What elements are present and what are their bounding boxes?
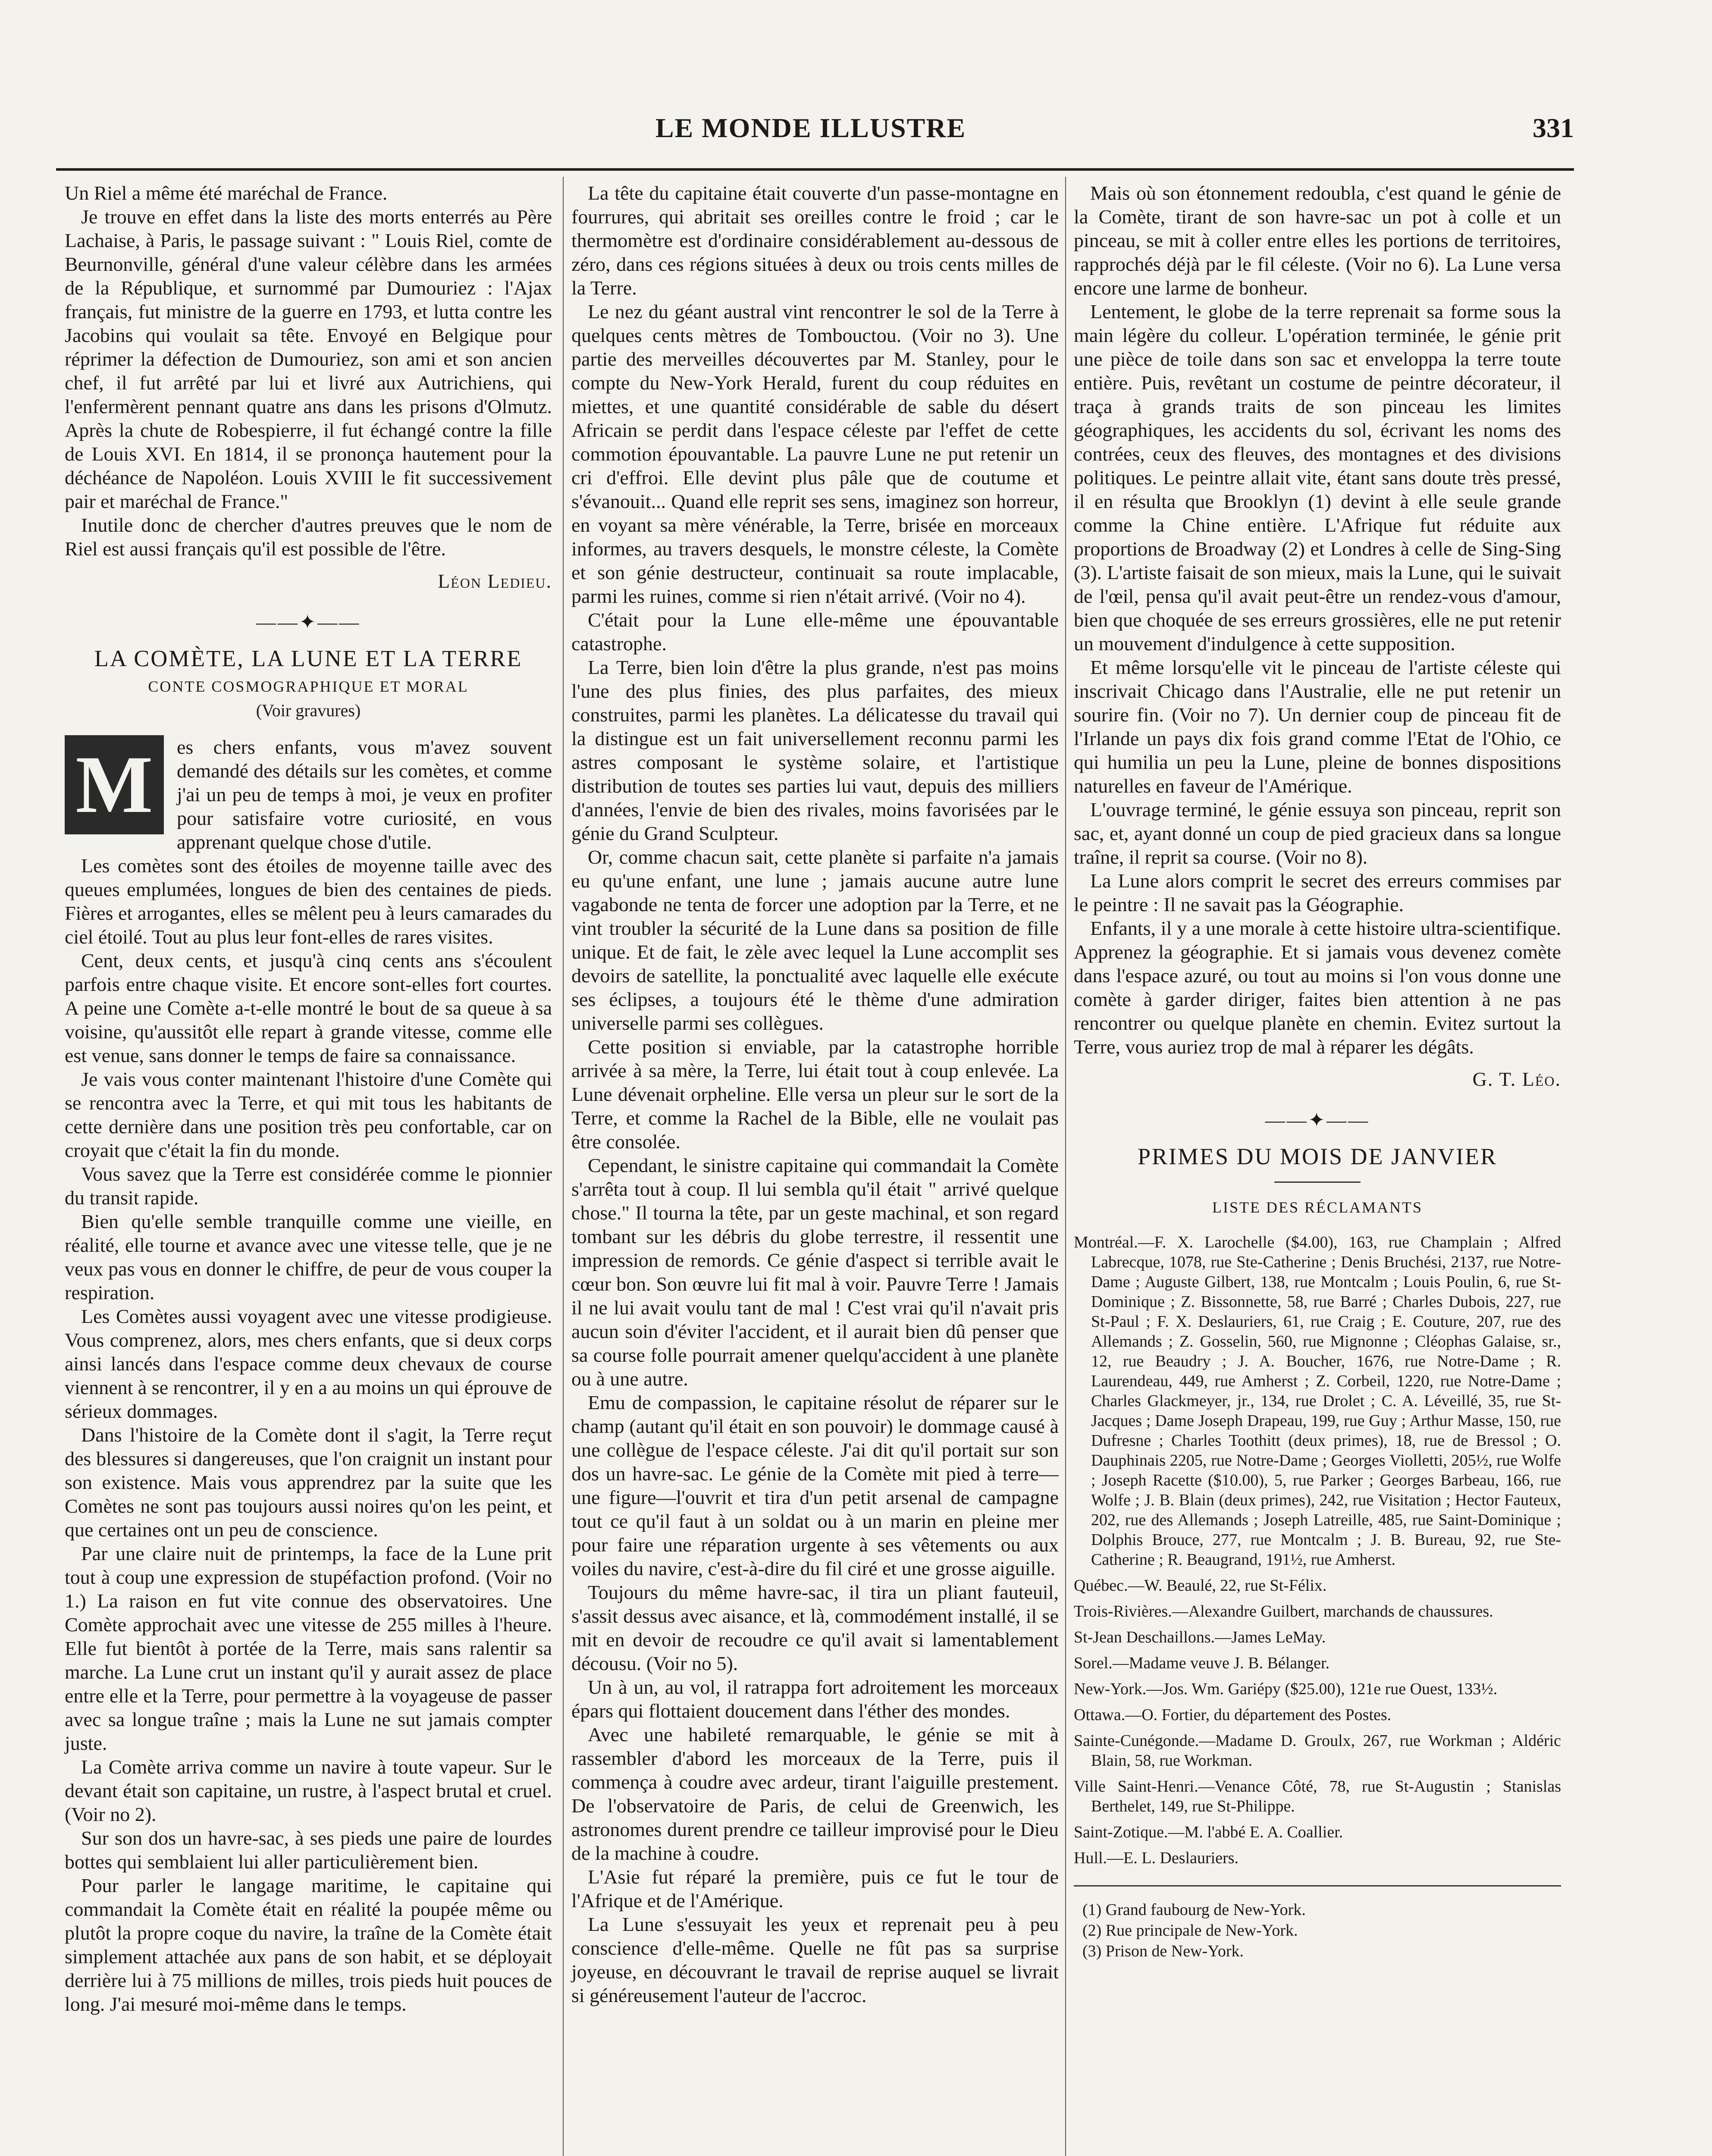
list-item: Sorel.—Madame veuve J. B. Bélanger.	[1074, 1654, 1330, 1672]
story-subtitle: CONTE COSMOGRAPHIQUE ET MORAL	[148, 678, 469, 695]
signature: Léon Ledieu.	[438, 570, 552, 592]
list-item: Ottawa.—O. Fortier, du département des Postes.	[1074, 1706, 1392, 1724]
paragraph: La Comète arriva comme un navire à toute vapeur. Sur le devant était son capitaine, un rustre, à l'aspect brutal et cruel. (Voir no 2).	[65, 1756, 552, 1825]
paragraph: Sur son dos un havre-sac, à ses pieds une paire de lourdes bottes qui semblaient lui aller particulièrement bien.	[65, 1827, 552, 1873]
list-item: St-Jean Deschaillons.—James LeMay.	[1074, 1628, 1326, 1646]
paragraph: La Lune s'essuyait les yeux et reprenait peu à peu conscience d'elle-même. Quelle ne fût pas sa surprise joyeuse, en découvrant le travail de reprise auquel se livrait si généreusement l'auteur de l'accroc.	[571, 1913, 1059, 2006]
paragraph: Toujours du même havre-sac, il tira un pliant fauteuil, s'assit dessus avec aisance, et là, commodément installé, il se mit en devoir de recoudre ce qu'il avait si lamentablement décousu. (Voir no 5).	[571, 1581, 1059, 1674]
list-item: Ville Saint-Henri.—Venance Côté, 78, rue St-Augustin ; Stanislas Berthelet, 149, rue St-Philippe.	[1074, 1777, 1561, 1815]
list-title: LISTE DES RÉCLAMANTS	[1212, 1199, 1423, 1216]
paragraph: Bien qu'elle semble tranquille comme une vieille, en réalité, elle tourne et avance avec une vitesse telle, que je ne veux pas vous en donner le chiffre, de peur de vous couper la respiration.	[65, 1210, 552, 1304]
paragraph: Le nez du géant austral vint rencontrer le sol de la Terre à quelques cents mètres de Tombouctou. (Voir no 3). Une partie des merveilles découvertes par M. Stanley, pour le compte du New-York Herald, furent du coup réduites en miettes, et une quantité considérable de sable du désert Africain se perdit dans l'espace céleste par l'effet de cette commotion épouvantable. La pauvre Lune ne put retenir un cri d'effroi. Elle devint plus pâle que de coutume et s'évanouit... Quand elle reprit ses sens, imaginez son horreur, en voyant sa mère vénérable, la Terre, brisée en morceaux informes, au travers desquels, le monstre céleste, la Comète et son génie destructeur, continuait sa route implacable, parmi les ruines, comme si rien n'était arrivé. (Voir no 4).	[571, 301, 1059, 607]
paragraph: Je vais vous conter maintenant l'histoire d'une Comète qui se rencontra avec la Terre, et qui mit tous les habitants de cette dernière dans une position très peu confortable, car on croyait que c'était la fin du monde.	[65, 1068, 552, 1161]
paragraph: L'Asie fut réparé la première, puis ce fut le tour de l'Afrique et de l'Amérique.	[571, 1866, 1059, 1912]
newspaper-title: LE MONDE ILLUSTRE	[655, 113, 966, 143]
footnote: (1) Grand faubourg de New-York.	[1082, 1901, 1306, 1919]
list-item: Trois-Rivières.—Alexandre Guilbert, marchands de chaussures.	[1074, 1602, 1493, 1620]
title-rule	[1274, 1181, 1361, 1183]
column-2	[571, 181, 1059, 2007]
column-1	[65, 181, 552, 2016]
list-item: Saint-Zotique.—M. l'abbé E. A. Coallier.	[1074, 1823, 1343, 1841]
paragraph: Cependant, le sinistre capitaine qui commandait la Comète s'arrêta tout à coup. Il lui sembla qu'il était " arrivé quelque chose." Il tourna la tête, par un geste machinal, et son regard tombant sur les débris du globe terrestre, il ressentit une impression de remords. Ce génie d'aspect si terrible avait le cœur bon. Son œuvre lui fit mal à voir. Pauvre Terre ! Jamais il ne lui avait voulu tant de mal ! C'est vrai qu'il n'avait pris aucun soin d'éviter l'accident, et il aurait bien dû penser que sa course folle pourrait amener quelqu'accident à une planète ou à une autre.	[571, 1154, 1059, 1390]
footnotes	[1074, 1885, 1561, 1962]
list-item: Québec.—W. Beaulé, 22, rue St-Félix.	[1074, 1576, 1327, 1595]
claimants-list	[1074, 1232, 1561, 1868]
list-item: Sainte-Cunégonde.—Madame D. Groulx, 267, rue Workman ; Aldéric Blain, 58, rue Workman.	[1074, 1732, 1561, 1770]
ornament-divider: ——✦——	[256, 611, 361, 633]
primes-title: PRIMES DU MOIS DE JANVIER	[1137, 1144, 1498, 1169]
list-item: New-York.—Jos. Wm. Gariépy ($25.00), 121e rue Ouest, 133½.	[1074, 1680, 1498, 1698]
paragraph: L'ouvrage terminé, le génie essuya son pinceau, reprit son sac, et, ayant donné un coup de pied gracieux dans sa longue traîne, il reprit sa course. (Voir no 8).	[1074, 799, 1561, 868]
story-title: LA COMÈTE, LA LUNE ET LA TERRE	[94, 646, 523, 671]
paragraph: La tête du capitaine était couverte d'un passe-montagne en fourrures, qui abritait ses oreilles contre le froid ; car le thermomètre est d'ordinaire considérablement au-dessous de zéro, dans ces régions situées à deux ou trois cents milles de la Terre.	[571, 182, 1059, 299]
header-rule	[56, 168, 1574, 171]
paragraph: La Terre, bien loin d'être la plus grande, n'est pas moins l'une des plus finies, des plus parfaites, des mieux construites, parmi les planètes. La délicatesse du travail qui la distingue est un fait universellement reconnu parmi les astres composant le système solaire, et l'artistique distribution de toutes ses parties lui vaut, depuis des milliers d'années, l'envie de bien des rivales, moins favorisées par le génie du Grand Sculpteur.	[571, 656, 1059, 844]
paragraph: Avec une habileté remarquable, le génie se mit à rassembler d'abord les morceaux de la Terre, puis il commença à coudre avec ardeur, tirant l'aiguille prestement. De l'observatoire de Paris, de celui de Greenwich, les astronomes durent prendre ce tailleur improvisé pour le Dieu de la machine à coudre.	[571, 1724, 1059, 1864]
footnote: (2) Rue principale de New-York.	[1082, 1921, 1298, 1940]
paragraph: Un Riel a même été maréchal de France.	[65, 182, 388, 204]
paragraph: Emu de compassion, le capitaine résolut de réparer sur le champ (autant qu'il était en son pouvoir) le dommage causé à une collègue de l'espace céleste. J'ai dit qu'il portait sur son dos un havre-sac. Le génie de la Comète mit pied à terre—une figure—l'ouvrit et tira d'un petit arsenal de campagne tout ce qu'il faut à un soldat ou à un marin en pleine mer pour faire une réparation urgente à ses vêtements ou aux voiles du navire, c'est-à-dire du fil ciré et une grosse aiguille.	[571, 1391, 1059, 1579]
column-divider	[563, 177, 564, 2156]
column-divider	[1065, 177, 1066, 2156]
paragraph: Je trouve en effet dans la liste des morts enterrés au Père Lachaise, à Paris, le passage suivant : " Louis Riel, comte de Beurnonville, général d'une valeur célèbre dans les armées de la République, et surnommé par Dumouriez : l'Ajax français, fut ministre de la guerre en 1793, et lutta contre les Jacobins qui voulait sa tête. Envoyé en Belgique pour réprimer la défection de Dumouriez, son ami et son ancien chef, il fut arrêté par lui et livré aux Autrichiens, qui l'enfermèrent pennant quatre ans dans les prisons d'Olmutz. Après la chute de Robespierre, il fut échangé contre la fille de Louis XVI. En 1814, il se prononça hautement pour la déchéance de Napoléon. Louis XVIII le fit successivement pair et maréchal de France."	[65, 206, 552, 512]
footnote: (3) Prison de New-York.	[1082, 1942, 1244, 1960]
page-number: 331	[1533, 113, 1574, 143]
paragraph: La Lune alors comprit le secret des erreurs commises par le peintre : Il ne savait pas la Géographie.	[1074, 870, 1561, 915]
paragraph: Vous savez que la Terre est considérée comme le pionnier du transit rapide.	[65, 1163, 552, 1209]
paragraph: Lentement, le globe de la terre reprenait sa forme sous la main légère du colleur. L'opération terminée, le génie prit une pièce de toile dans son sac et enveloppa la terre toute entière. Puis, revêtant un costume de peintre décorateur, il traça à grands traits de son pinceau les limites géographiques, les accidents du sol, écrivant les noms des contrées, ceux des fleuves, des montagnes et des divisions politiques. Le peintre allait vite, étant sans doute très pressé, il en résulta que Brooklyn (1) devint à elle seule grande comme la Chine entière. L'Afrique fut réduite aux proportions de Broadway (2) et Londres à celle de Sing-Sing (3). L'artiste faisait de son mieux, mais la Lune, qui le suivait de l'œil, pensa qu'il avait peut-être un rendez-vous d'amour, bien que choquée de ses erreurs grossières, elle ne put retenir un mouvement d'indulgence à cette supposition.	[1074, 301, 1561, 655]
paragraph: Enfants, il y a une morale à cette histoire ultra-scientifique. Apprenez la géographie. Et si jamais vous devenez comète dans l'espace azuré, ou tout au moins si l'on vous donne une comète à garder diriger, faites bien attention à ne pas rencontrer ou quelque planète en chemin. Evitez surtout la Terre, vous auriez trop de mal à réparer les dégâts.	[1074, 917, 1561, 1058]
list-item: Montréal.—F. X. Larochelle ($4.00), 163, rue Champlain ; Alfred Labrecque, 1078, rue Ste-Catherine ; Denis Bruchési, 2137, rue Notre-Dame ; Auguste Gilbert, 138, rue Montcalm ; Louis Poulin, 6, rue St-Dominique ; Z. Bissonnette, 58, rue Barré ; Charles Dubois, 227, rue St-Paul ; F. X. Deslauriers, 61, rue Craig ; E. Couture, 207, rue des Allemands ; Z. Gosselin, 560, rue Mignonne ; Cléophas Galaise, sr., 12, rue Beaudry ; J. A. Boucher, 1676, rue Notre-Dame ; R. Laurendeau, 449, rue Amherst ; Z. Corbeil, 1220, rue Notre-Dame ; Charles Glackmeyer, jr., 134, rue Drolet ; C. A. Léveillé, 35, rue St-Jacques ; Dame Joseph Drapeau, 199, rue Guy ; Arthur Masse, 150, rue Dufresne ; Charles Toothitt (deux primes), 18, rue de Bressol ; O. Dauphinais 2205, rue Notre-Dame ; Georges Violletti, 205½, rue Wolfe ; Joseph Racette ($10.00), 5, rue Parker ; Georges Barbeau, 166, rue Wolfe ; J. B. Blain (deux primes), 242, rue Visitation ; Hector Fauteux, 202, rue des Allemands ; Joseph Latreille, 485, rue Saint-Dominique ; Dolphis Brouce, 277, rue Montcalm ; J. B. Bureau, 92, rue Ste-Catherine ; R. Beaugrand, 191½, rue Amherst.	[1074, 1233, 1561, 1569]
paragraph: Mais où son étonnement redoubla, c'est quand le génie de la Comète, tirant de son havre-sac un pot à colle et un pinceau, se mit à coller entre elles les portions de territoires, rapprochés déjà par le fil céleste. (Voir no 6). La Lune versa encore une larme de bonheur.	[1074, 182, 1561, 299]
page-header	[47, 112, 1574, 164]
dropcap-letter: M	[65, 735, 164, 834]
signature: G. T. Léo.	[1472, 1068, 1561, 1090]
ornament-divider: ——✦——	[1265, 1109, 1370, 1131]
paragraph: Pour parler le langage maritime, le capitaine qui commandait la Comète était en réalité la poupée même ou plutôt la propre coque du navire, la traîne de la Comète était simplement attachée aux pans de son habit, et se déployait derrière lui à 75 millions de milles, trois pieds huit pouces de long. J'ai mesuré moi-même dans le temps.	[65, 1874, 552, 2015]
list-item: Hull.—E. L. Deslauriers.	[1074, 1849, 1239, 1867]
paragraph: Cent, deux cents, et jusqu'à cinq cents ans s'écoulent parfois entre chaque visite. Et encore sont-elles fort courtes. A peine une Comète a-t-elle montré le bout de sa queue à sa voisine, qu'aussitôt elle repart à grande vitesse, comme elle est venue, sans donner le temps de faire sa connaissance.	[65, 950, 552, 1066]
column-3	[1074, 181, 1561, 1962]
paragraph: Cette position si enviable, par la catastrophe horrible arrivée à sa mère, la Terre, lui était tout à coup enlevée. La Lune dévenait orpheline. Elle versa un pleur sur le sort de la Terre, et comme la Rachel de la Bible, elle ne voulait pas être consolée.	[571, 1036, 1059, 1153]
paragraph: Un à un, au vol, il ratrappa fort adroitement les morceaux épars qui flottaient doucement dans l'éther des mondes.	[571, 1676, 1059, 1722]
paragraph: Les comètes sont des étoiles de moyenne taille avec des queues emplumées, longues de bien des centaines de pieds. Fières et arrogantes, elles se mêlent peu à leurs camarades du ciel étoilé. Tout au plus leur font-elles de rares visites.	[65, 855, 552, 948]
paragraph: Dans l'histoire de la Comète dont il s'agit, la Terre reçut des blessures si dangereuses, que l'on craignit un instant pour son existence. Mais vous apprendrez par la suite que les Comètes ne sont pas toujours aussi noires qu'on les peint, et que certaines ont un peu de conscience.	[65, 1424, 552, 1541]
paragraph: C'était pour la Lune elle-même une épouvantable catastrophe.	[571, 609, 1059, 655]
story-note: (Voir gravures)	[256, 701, 361, 720]
paragraph: Par une claire nuit de printemps, la face de la Lune prit tout à coup une expression de stupéfaction profond. (Voir no 1.) La raison en fut vite connue des observatoires. Une Comète approchait avec une vitesse de 255 milles à l'heure. Elle fut bientôt à portée de la Terre, mais sans ralentir sa marche. La Lune crut un instant qu'il y aurait assez de place entre elle et la Terre, pour permettre à la voyageuse de passer avec sa longue traîne ; mais la Lune ne sut jamais compter juste.	[65, 1542, 552, 1754]
paragraph: Or, comme chacun sait, cette planète si parfaite n'a jamais eu qu'une enfant, une lune ; jamais aucune autre lune vagabonde ne tenta de forcer une adoption par la Terre, et ne vint troubler la sécurité de la Lune dans sa position de fille unique. Et de fait, le zèle avec lequel la Lune accomplit ses devoirs de satellite, la ponctualité avec laquelle elle exécute ses éclipses, a toujours été le thème d'une admiration universelle parmi ses collègues.	[571, 846, 1059, 1034]
paragraph: es chers enfants, vous m'avez souvent demandé des détails sur les comètes, et comme j'ai un peu de temps à moi, je veux en profiter pour satisfaire votre curiosité, en vous apprenant quelque chose d'utile.	[177, 736, 552, 853]
paragraph: Et même lorsqu'elle vit le pinceau de l'artiste céleste qui inscrivait Chicago dans l'Australie, elle ne put retenir un sourire fin. (Voir no 7). Un dernier coup de pinceau fit de l'Irlande un pays dix fois grand comme l'Etat de l'Ohio, ce qui humilia un peu la Lune, pleine de bonnes dispositions naturelles en faveur de l'Amérique.	[1074, 656, 1561, 797]
paragraph: Inutile donc de chercher d'autres preuves que le nom de Riel est aussi français qu'il est possible de l'être.	[65, 514, 552, 560]
paragraph: Les Comètes aussi voyagent avec une vitesse prodigieuse. Vous comprenez, alors, mes chers enfants, que si deux corps ainsi lancés dans l'espace comme deux chevaux de course viennent à se rencontrer, il y en a au moins un qui éprouve de sérieux dommages.	[65, 1305, 552, 1422]
